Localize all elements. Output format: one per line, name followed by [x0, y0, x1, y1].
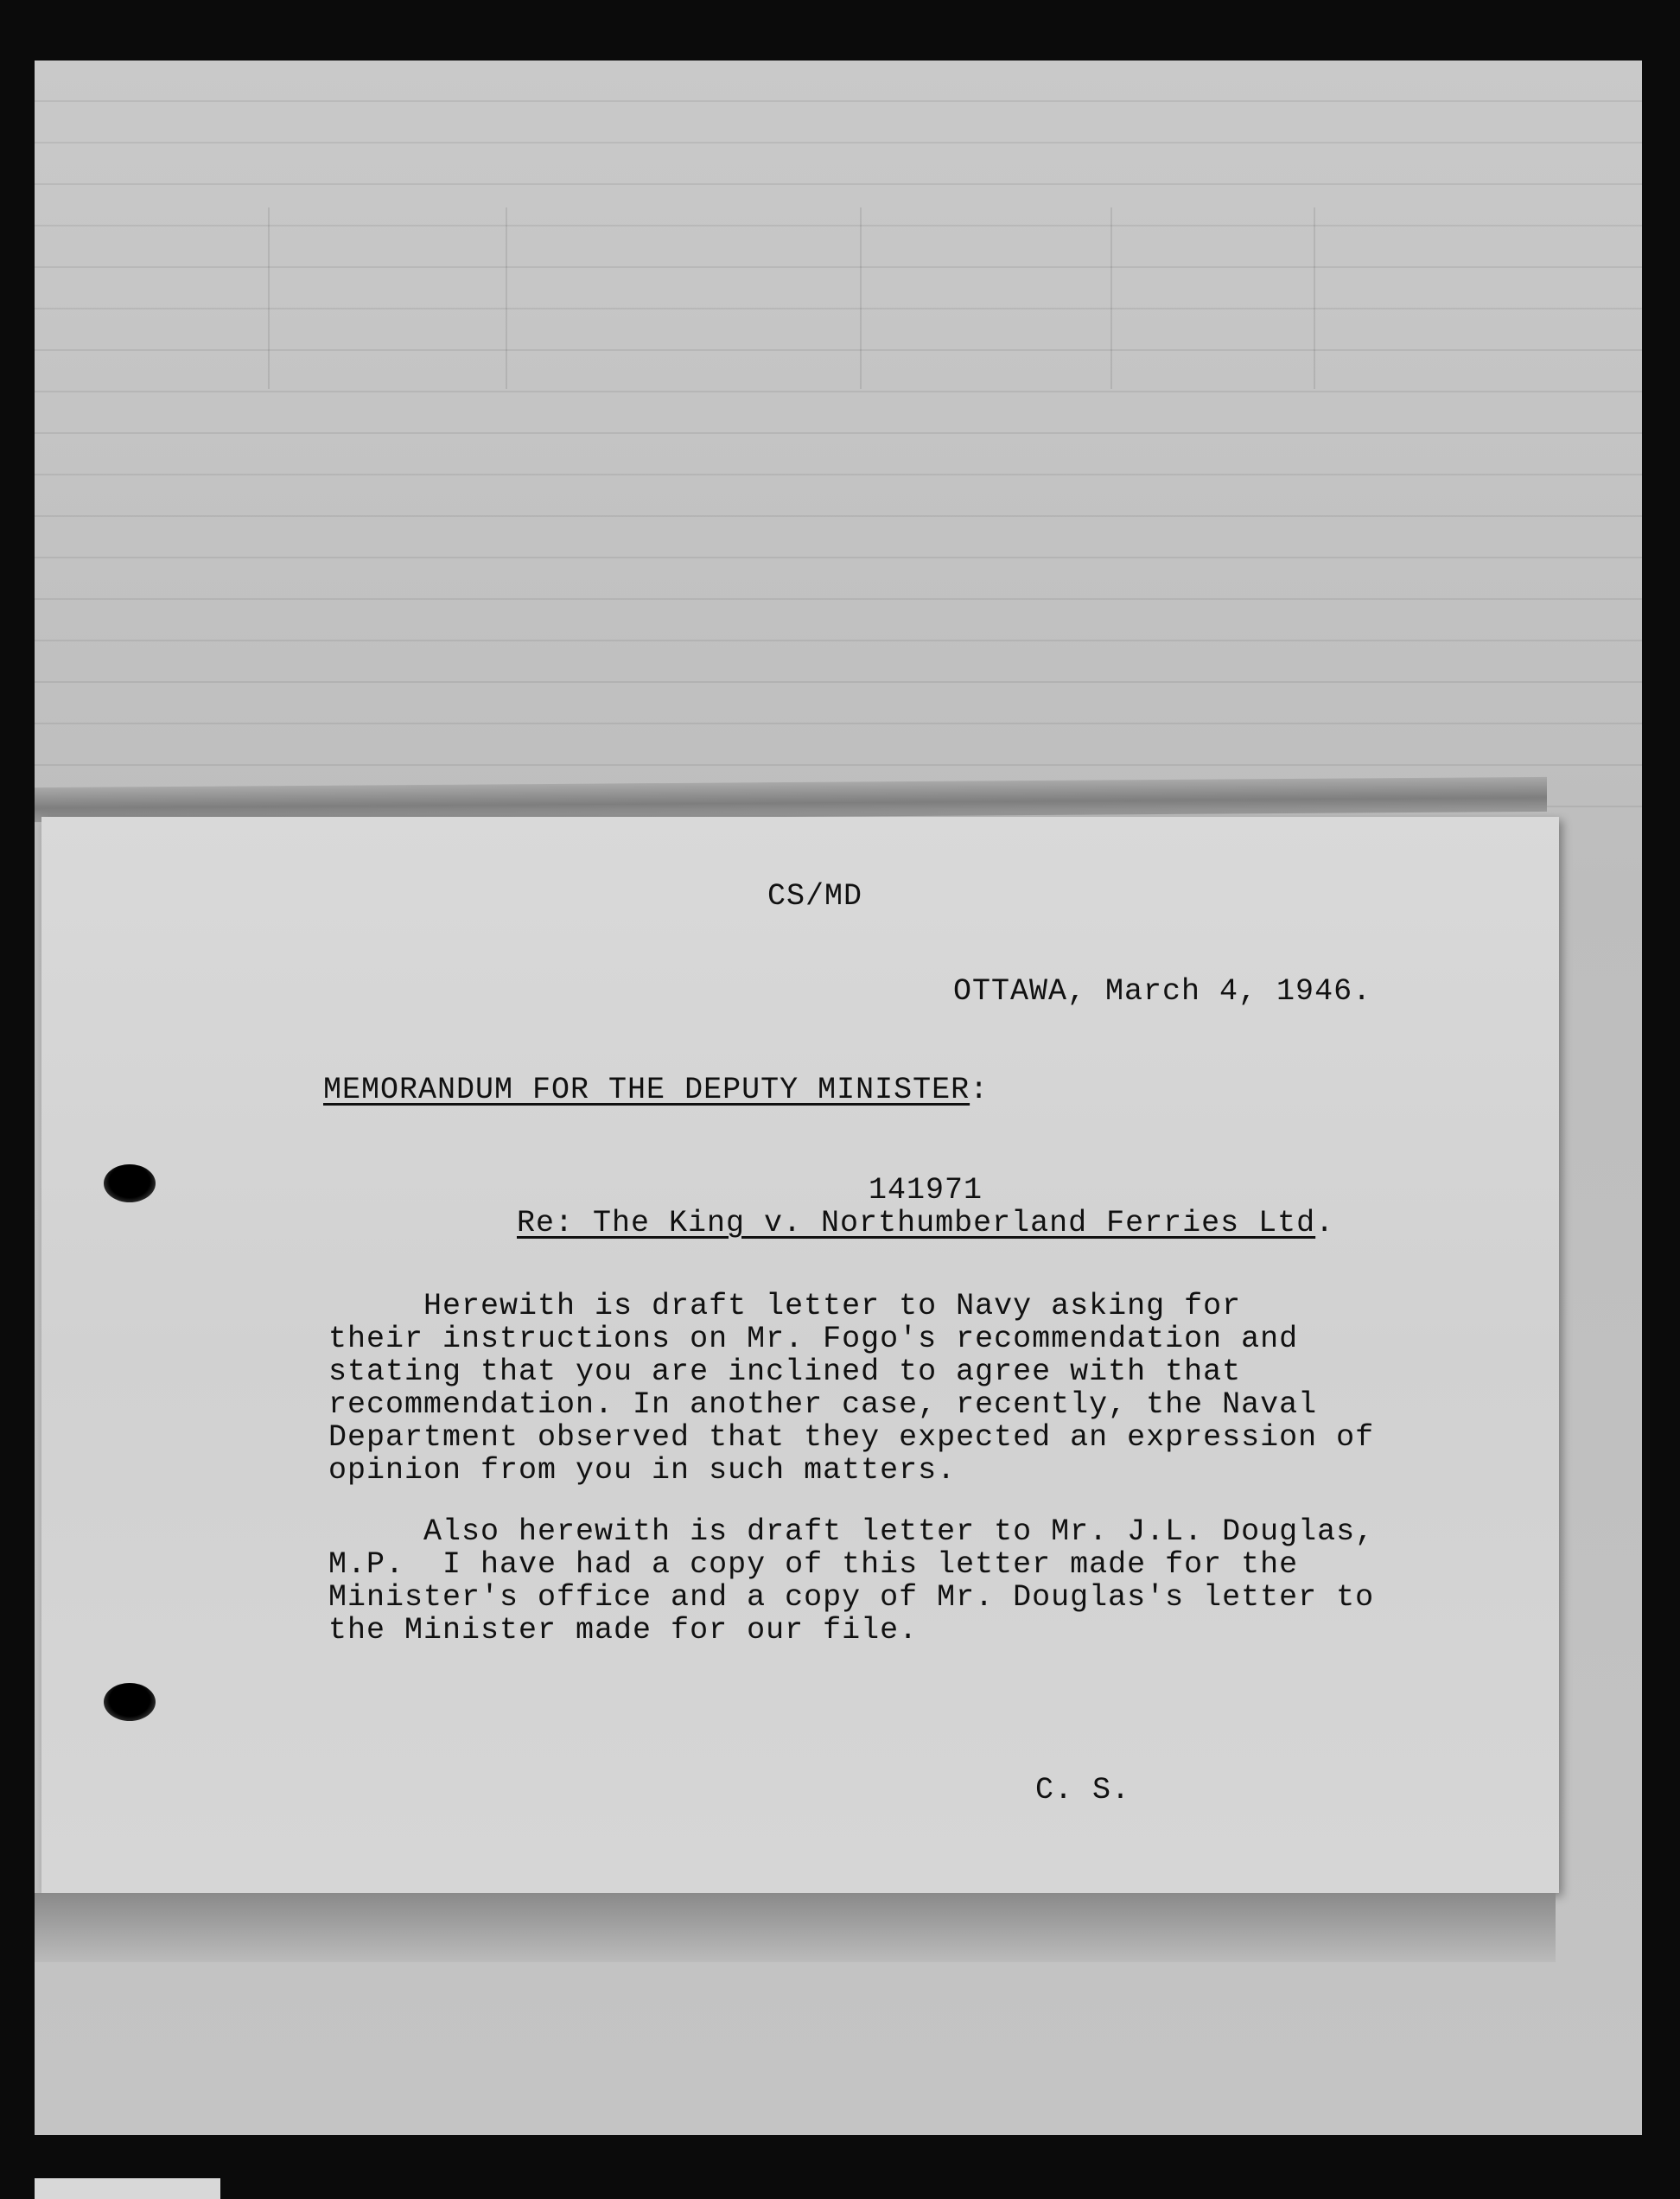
memo-date: OTTAWA, March 4, 1946. [953, 974, 1372, 1009]
sheet-shadow-bottom [35, 1893, 1556, 1962]
form-column-lines [35, 207, 1642, 389]
punch-hole-bottom [104, 1683, 156, 1721]
memo-heading-colon: : [970, 1073, 990, 1107]
paragraph-2-line: M.P. I have had a copy of this letter made for the [328, 1547, 1299, 1582]
paragraph-1-line: opinion from you in such matters. [328, 1453, 957, 1488]
memo-reference: CS/MD [767, 879, 863, 914]
paragraph-2-line: the Minister made for our file. [328, 1613, 919, 1648]
paragraph-2 [328, 1515, 1374, 1647]
paragraph-1-line: stating that you are inclined to agree with that [328, 1354, 1242, 1389]
subject-line [517, 1207, 1334, 1240]
memo-heading-text: MEMORANDUM FOR THE DEPUTY MINISTER [323, 1073, 970, 1107]
film-margin-tab [35, 2178, 220, 2199]
paragraph-1-line: recommendation. In another case, recently, the Naval [328, 1387, 1318, 1422]
form-rule-lines [35, 61, 1642, 821]
memo-heading [323, 1074, 989, 1106]
subject-line-period: . [1315, 1206, 1335, 1240]
file-number: 141971 [869, 1173, 983, 1208]
paragraph-1-line: their instructions on Mr. Fogo's recommendation and [328, 1322, 1299, 1356]
paragraph-2-line: Also herewith is draft letter to Mr. J.L. Douglas, [328, 1514, 1375, 1549]
subject-line-text: Re: The King v. Northumberland Ferries Ltd [517, 1206, 1316, 1240]
paragraph-2-line: Minister's office and a copy of Mr. Douglas's letter to [328, 1580, 1375, 1615]
memo-sheet [41, 817, 1559, 1893]
signature-initials: C. S. [1035, 1773, 1131, 1807]
paragraph-1-line: Department observed that they expected an expression of [328, 1420, 1375, 1455]
punch-hole-top [104, 1164, 156, 1202]
paragraph-1 [328, 1290, 1374, 1487]
paragraph-1-line: Herewith is draft letter to Navy asking for [328, 1289, 1242, 1323]
